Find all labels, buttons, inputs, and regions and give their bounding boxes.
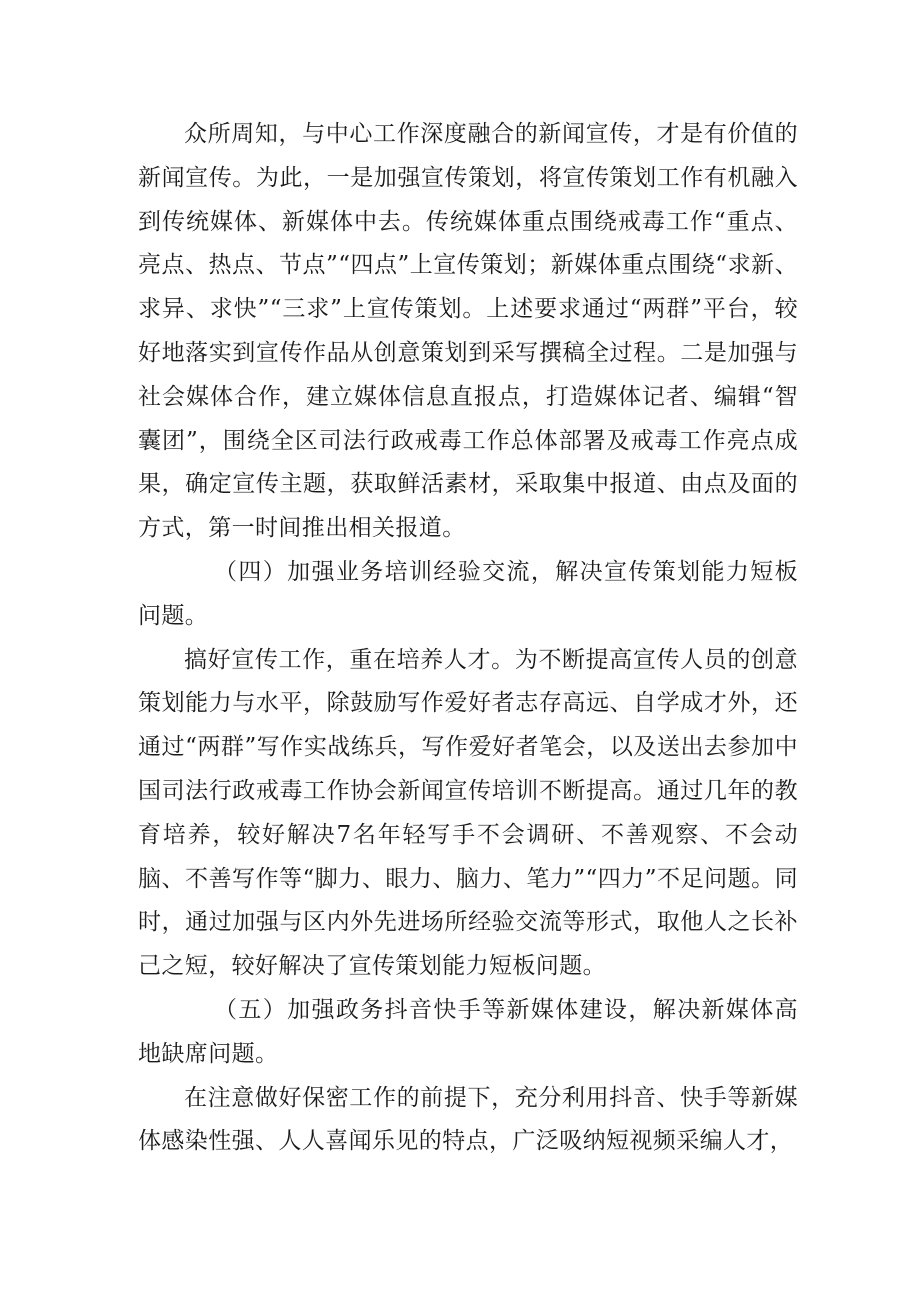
paragraph-talent-training: 搞好宣传工作，重在培养人才。为不断提高宣传人员的创意策划能力与水平，除鼓励写作爱好者志存高远、自学成才外，还通过“两群”写作实战练兵，写作爱好者笔会，以及送出去参加中国司法行政戒毒工作协会新闻宣传培训不断提高。通过几年的教育培养，较好解决7名年轻写手不会调研、不善观察、不会动脑、不善写作等“脚力、眼力、脑力、笔力”“四力”不足问题。同时，通过加强与区内外先进场所经验交流等形式，取他人之长补己之短，较好解决了宣传策划能力短板问题。 [138,646,798,980]
paragraph-new-media: 在注意做好保密工作的前提下，充分利用抖音、快手等新媒体感染性强、人人喜闻乐见的特点，广泛吸纳短视频采编人才， [138,1084,798,1155]
paragraph-news-planning: 众所周知，与中心工作深度融合的新闻宣传，才是有价值的新闻宣传。为此，一是加强宣传策划，将宣传策划工作有机融入到传统媒体、新媒体中去。传统媒体重点围绕戒毒工作“重点、亮点、热点、节点”“四点”上宣传策划；新媒体重点围绕“求新、求异、求快”“三求”上宣传策划。上述要求通过“两群”平台，较好地落实到宣传作品从创意策划到采写撰稿全过程。二是加强与社会媒体合作，建立媒体信息直报点，打造媒体记者、编辑“智囊团”，围绕全区司法行政戒毒工作总体部署及戒毒工作亮点成果，确定宣传主题，获取鲜活素材，采取集中报道、由点及面的方式，第一时间推出相关报道。 [138,121,798,542]
section-heading-five: （五）加强政务抖音快手等新媒体建设，解决新媒体高地缺席问题。 [138,996,798,1067]
document-body [138,113,798,1164]
section-heading-four: （四）加强业务培训经验交流，解决宣传策划能力短板问题。 [138,558,798,629]
